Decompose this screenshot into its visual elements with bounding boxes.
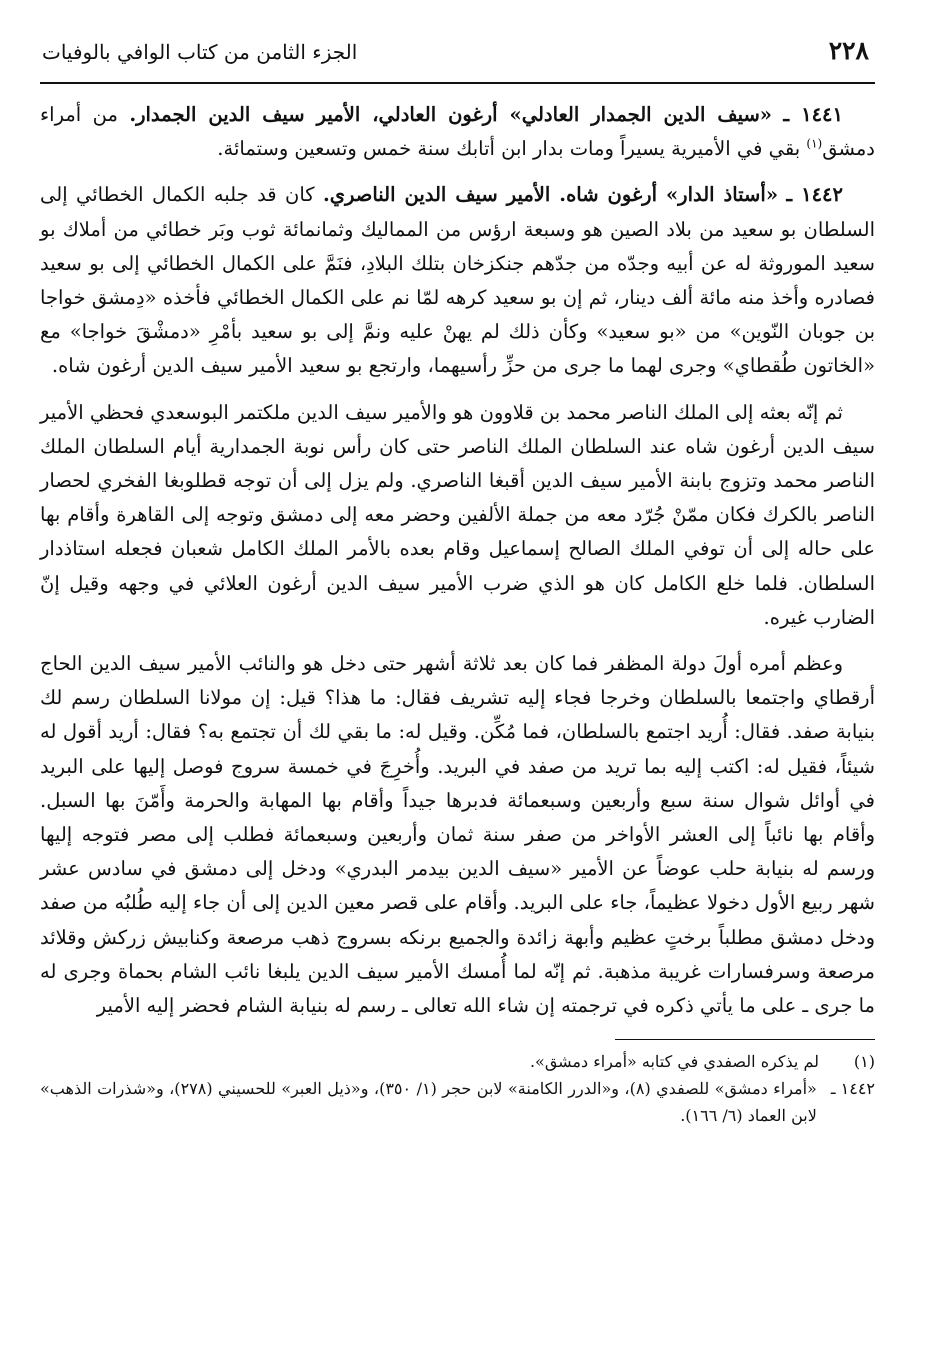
running-title: الجزء الثامن من كتاب الوافي بالوفيات xyxy=(42,40,358,64)
entry-number: ١٤٤٢ ـ xyxy=(786,183,843,207)
entry-heading: «أستاذ الدار» أرغون شاه. الأمير سيف الدين الناصري. xyxy=(322,183,779,207)
running-header xyxy=(40,30,875,84)
page-number: ٢٢٨ xyxy=(828,36,869,65)
book-page xyxy=(40,30,875,1340)
footnote-divider xyxy=(615,1039,875,1040)
paragraph: وعظم أمره أولَ دولة المظفر فما كان بعد ثلاثة أشهر حتى دخل هو والنائب الأمير سيف الدين الحاج أرقطاي واجتمعا بالسلطان وخرجا فجاء إليه تشريف فقال: ما هذا؟ قيل: إن مولانا السلطان رسم لك بنيابة صفد. فقال: أُريد اجتمع بالسلطان، فما مُكِّن. وقيل له: ما بقي لك أن تجتمع به؟ فقال: أريد أقول له شيئاً، فقيل له: اكتب إليه بما تريد من صفد في البريد. وأُخرِجَ في خمسة سروج فوصل إليها على البريد في أوائل شوال سنة سبع وأربعين وسبعمائة فدبرها جيداً وأقام بها المهابة والحرمة وأَمّنَ بها السبل. وأقام بها نائباً إلى العشر الأواخر من صفر سنة ثمان وأربعين وسبعمائة فطلب إلى مصر فتوجه إليها ورسم له بنيابة حلب عوضاً عن الأمير «سيف الدين بيدمر البدري» ودخل إلى دمشق في سادس عشر شهر ربيع الأول دخولا عظيماً، جاء على البريد. وأقام على قصر معين الدين إلى أن جاء إليه طُلبُه من صفد ودخل دمشق مطلباً برختٍ عظيم وأبهة زائدة والجميع برنكه بسروج ذهب مرصعة وكنابيش زركش وقلائد مرصعة وسرفسارات غريبة مذهبة. ثم إنّه لما أُمسك الأمير سيف الدين يلبغا نائب الشام بحماة وجرى له ما جرى ـ على ما يأتي ذكره في ترجمته إن شاء الله تعالى ـ رسم له بنيابة الشام فحضر إليه الأمير xyxy=(40,652,875,1018)
entry-1441 xyxy=(40,98,875,166)
entry-number: ١٤٤١ ـ xyxy=(783,103,844,126)
entry-heading: «سيف الدين الجمدار العادلي» أرغون العادلي، الأمير سيف الدين الجمدار. xyxy=(129,103,772,126)
entry-text: بقي في الأميرية يسيراً ومات بدار ابن أتابك سنة خمس وتسعين وستمائة. xyxy=(217,137,801,161)
footnotes xyxy=(40,1048,875,1129)
footnote-text: لم يذكره الصفدي في كتابه «أمراء دمشق». xyxy=(529,1052,819,1072)
footnote-marker: (١) xyxy=(853,1052,875,1072)
footnote-reference: (١) xyxy=(806,136,823,151)
footnote-marker: ١٤٤٢ ـ xyxy=(830,1079,875,1099)
main-text xyxy=(40,98,875,1023)
footnote-item xyxy=(40,1048,875,1075)
paragraph: ثم إنّه بعثه إلى الملك الناصر محمد بن قلاوون هو والأمير سيف الدين ملكتمر البوسعدي فحظي الأمير سيف الدين أرغون شاه عند السلطان الملك الناصر حتى كان رأس نوبة الجمدارية أيام السلطان الملك الناصر محمد وتزوج بابنة الأمير سيف الدين أقبغا الناصري. ولم يزل إلى أن توجه قطلوبغا الفخري لحصار الناصر بالكرك فكان ممّنْ جُرّد معه من جملة الألفين وحضر معه إلى دمشق وتوجه إلى القاهرة وأقام بها على حاله إلى أن توفي الملك الصالح إسماعيل وقام بعده بالأمر الملك الكامل شعبان فجعله استاذدار السلطان. فلما خلع الكامل كان هو الذي ضرب الأمير سيف الدين أرغون العلائي في وجهه وقيل إنّ الضارب غيره. xyxy=(40,400,875,629)
footnote-item xyxy=(40,1075,875,1129)
entry-1442 xyxy=(40,178,875,383)
footnote-text: «أمراء دمشق» للصفدي (٨)، و«الدرر الكامنة» لابن حجر (١/ ٣٥٠)، و«ذيل العبر» للحسيني (٢٧٨)، و«شذرات الذهب» لابن العماد (٦/ ١٦٦). xyxy=(40,1079,817,1126)
entry-text: من أمراء دمشق xyxy=(40,103,875,161)
entry-text: كان قد جلبه الكمال الخطائي إلى السلطان بو سعيد من بلاد الصين هو وسبعة ارؤس من المماليك وثمانمائة ثوب وبَر خطائي من أملاك بو سعيد الموروثة له عن أبيه وجدّه من جدّهم جنكزخان بتلك البلادِ، فنَمَّ على الكمال الخطائي إلى بو سعيد فصادره وأخذ منه مائة ألف دينار، ثم إن بو سعيد كرهه لمّا نم على الكمال الخطائي فأخذه «دِمشق خواجا بن جوبان النّوين» من «بو سعيد» وكأن ذلك لم يهنْ عليه ونمَّ إلى بو سعيد بأمْرِ «دمشْقَ خواجا» مع «الخاتون طُقطاي» وجرى لهما ما جرى من حزِّ رأسيهما، وارتجع بو سعيد الأمير سيف الدين أرغون شاه. xyxy=(40,183,875,378)
